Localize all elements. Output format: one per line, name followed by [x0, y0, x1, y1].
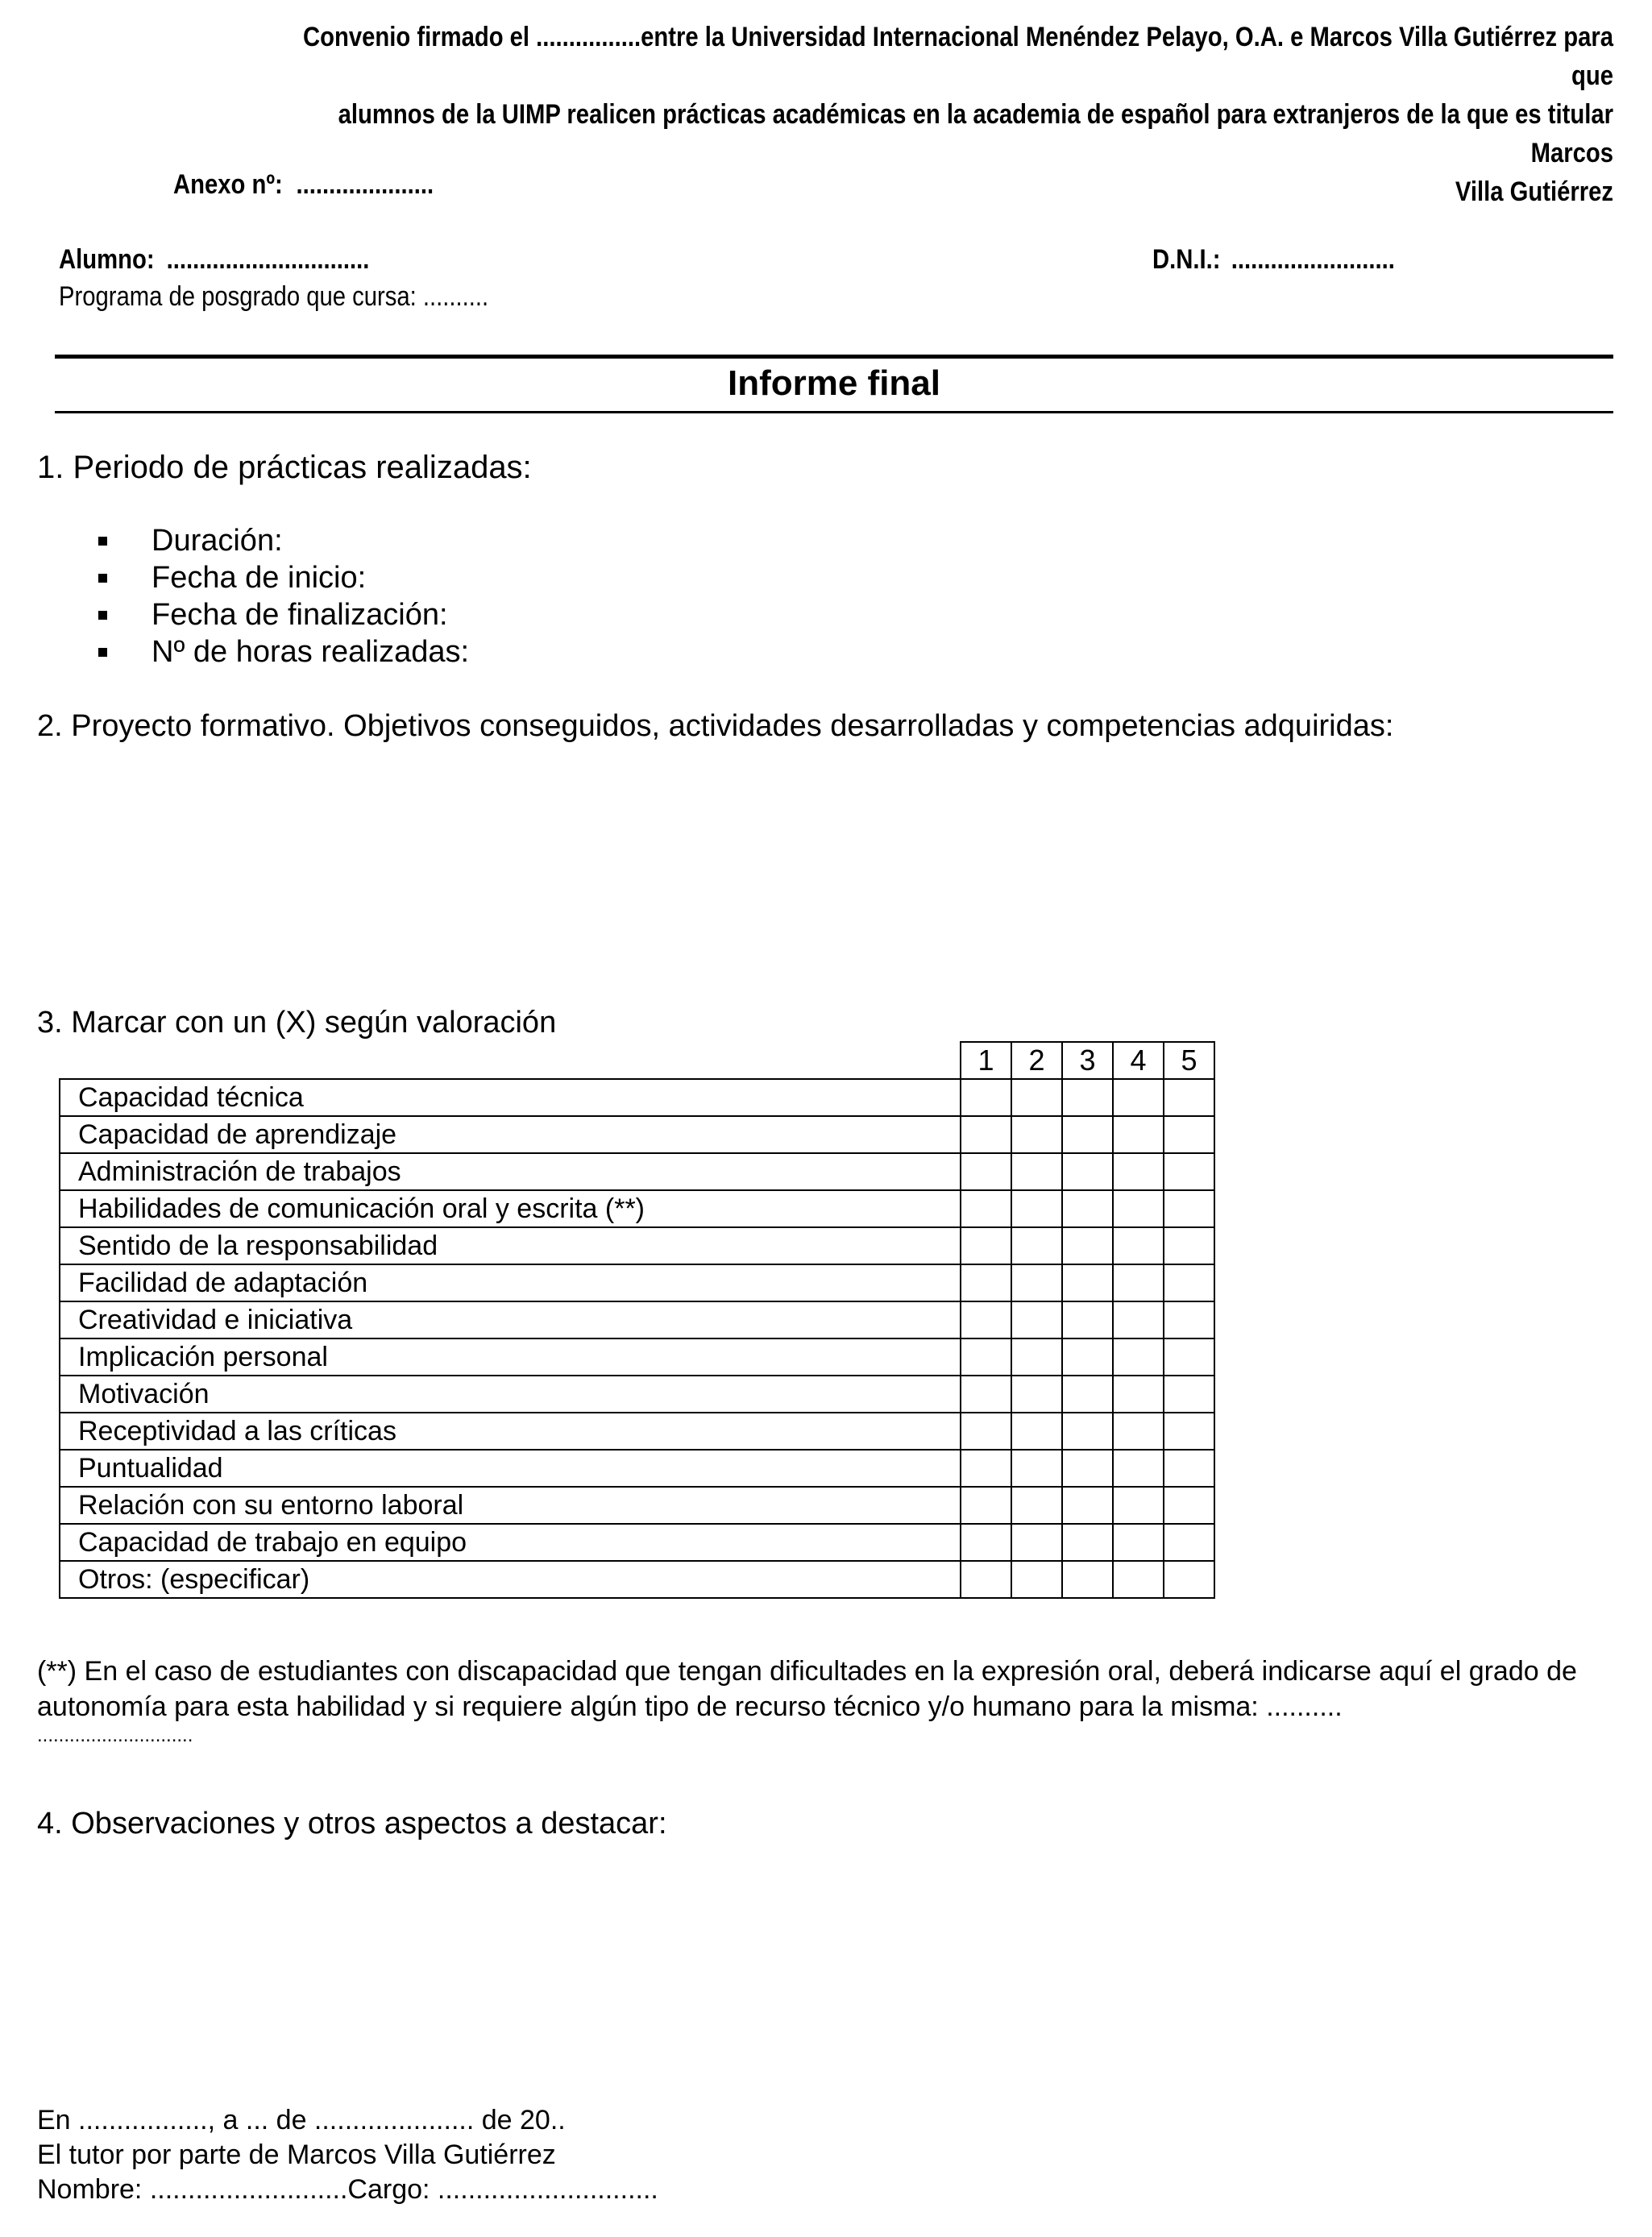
item-label: Fecha de finalización: [152, 598, 448, 632]
criterion-label: Implicación personal [60, 1338, 961, 1376]
list-item [97, 633, 469, 670]
rating-cell-1[interactable] [961, 1561, 1011, 1598]
criterion-label: Administración de trabajos [60, 1153, 961, 1190]
rating-cell-3[interactable] [1062, 1079, 1113, 1116]
dni-label: D.N.I.: [1152, 244, 1221, 275]
table-row [60, 1524, 1214, 1561]
section-4-heading: 4. Observaciones y otros aspectos a destacar: [37, 1807, 667, 1841]
title-bottom-rule [55, 411, 1613, 413]
item-label: Fecha de inicio: [152, 561, 367, 595]
bullet-icon [98, 611, 107, 620]
place-date-line: En ................., a ... de ..................... de 20.. [37, 2105, 566, 2135]
annex-field [173, 169, 434, 201]
criterion-label: Motivación [60, 1376, 961, 1413]
rating-cell-4[interactable] [1113, 1190, 1164, 1227]
annex-label: Anexo nº: [173, 169, 283, 200]
name-cargo-line: Nombre: ..........................Cargo: ............................. [37, 2174, 658, 2205]
scale-1: 1 [961, 1042, 1011, 1079]
title-top-rule [55, 355, 1613, 359]
criterion-label: Capacidad de aprendizaje [60, 1116, 961, 1153]
rating-cell-2[interactable] [1011, 1413, 1062, 1450]
bullet-icon [98, 537, 107, 546]
rating-cell-5[interactable] [1164, 1338, 1214, 1376]
table-row [60, 1413, 1214, 1450]
rating-cell-5[interactable] [1164, 1079, 1214, 1116]
rating-cell-1[interactable] [961, 1338, 1011, 1376]
rating-cell-4[interactable] [1113, 1227, 1164, 1264]
rating-cell-3[interactable] [1062, 1264, 1113, 1301]
list-item [97, 596, 469, 633]
table-row [60, 1561, 1214, 1598]
rating-cell-5[interactable] [1164, 1190, 1214, 1227]
rating-cell-4[interactable] [1113, 1450, 1164, 1487]
section-2-heading: 2. Proyecto formativo. Objetivos conseguidos, actividades desarrolladas y competencias adquiridas: [37, 709, 1394, 743]
table-row [60, 1376, 1214, 1413]
rating-cell-5[interactable] [1164, 1376, 1214, 1413]
section-1-heading: 1. Periodo de prácticas realizadas: [37, 450, 532, 485]
rating-cell-2[interactable] [1011, 1227, 1062, 1264]
scale-3: 3 [1062, 1042, 1113, 1079]
rating-cell-5[interactable] [1164, 1487, 1214, 1524]
rating-cell-1[interactable] [961, 1116, 1011, 1153]
rating-cell-1[interactable] [961, 1079, 1011, 1116]
rating-cell-2[interactable] [1011, 1561, 1062, 1598]
rating-cell-2[interactable] [1011, 1450, 1062, 1487]
rating-cell-5[interactable] [1164, 1264, 1214, 1301]
rating-cell-3[interactable] [1062, 1561, 1113, 1598]
table-row [60, 1264, 1214, 1301]
rating-cell-2[interactable] [1011, 1190, 1062, 1227]
table-row [60, 1338, 1214, 1376]
rating-cell-5[interactable] [1164, 1301, 1214, 1338]
student-field [59, 244, 369, 276]
rating-cell-3[interactable] [1062, 1487, 1113, 1524]
rating-cell-4[interactable] [1113, 1338, 1164, 1376]
list-item [97, 522, 469, 559]
scale-header-row [60, 1042, 1214, 1079]
criterion-label: Facilidad de adaptación [60, 1264, 961, 1301]
rating-cell-3[interactable] [1062, 1153, 1113, 1190]
rating-cell-5[interactable] [1164, 1413, 1214, 1450]
rating-cell-5[interactable] [1164, 1116, 1214, 1153]
criterion-label: Capacidad de trabajo en equipo [60, 1524, 961, 1561]
footnote-text: (**) En el caso de estudiantes con discapacidad que tengan dificultades en la expresión oral, deberá indicarse aquí el grado de autonomía para esta habilidad y si requiere algún tipo de recurso técnico y/o humano para la misma: .......... [37, 1656, 1577, 1722]
table-row [60, 1153, 1214, 1190]
rating-cell-4[interactable] [1113, 1264, 1164, 1301]
tutor-line: El tutor por parte de Marcos Villa Gutiérrez [37, 2139, 556, 2170]
dni-field [1152, 244, 1395, 276]
program-field: Programa de posgrado que cursa: .......... [59, 281, 489, 312]
rating-cell-4[interactable] [1113, 1376, 1164, 1413]
list-item [97, 559, 469, 596]
rating-cell-2[interactable] [1011, 1264, 1062, 1301]
rating-cell-2[interactable] [1011, 1487, 1062, 1524]
rating-cell-1[interactable] [961, 1227, 1011, 1264]
rating-cell-3[interactable] [1062, 1116, 1113, 1153]
criterion-label: Habilidades de comunicación oral y escrita (**) [60, 1190, 961, 1227]
table-row [60, 1227, 1214, 1264]
criterion-label: Sentido de la responsabilidad [60, 1227, 961, 1264]
criterion-label: Capacidad técnica [60, 1079, 961, 1116]
rating-cell-2[interactable] [1011, 1079, 1062, 1116]
report-title: Informe final [727, 363, 941, 403]
rating-cell-1[interactable] [961, 1264, 1011, 1301]
item-label: Duración: [152, 524, 283, 558]
rating-cell-3[interactable] [1062, 1524, 1113, 1561]
rating-cell-4[interactable] [1113, 1301, 1164, 1338]
rating-cell-3[interactable] [1062, 1376, 1113, 1413]
rating-cell-2[interactable] [1011, 1524, 1062, 1561]
rating-cell-3[interactable] [1062, 1227, 1113, 1264]
criterion-label: Relación con su entorno laboral [60, 1487, 961, 1524]
rating-cell-4[interactable] [1113, 1487, 1164, 1524]
rating-cell-3[interactable] [1062, 1301, 1113, 1338]
table-row [60, 1487, 1214, 1524]
dni-dots: ......................... [1231, 244, 1395, 275]
table-row [60, 1301, 1214, 1338]
period-list [97, 522, 469, 670]
footnote [37, 1654, 1617, 1747]
rating-table [59, 1041, 1215, 1599]
table-row [60, 1116, 1214, 1153]
rating-cell-1[interactable] [961, 1450, 1011, 1487]
rating-cell-4[interactable] [1113, 1116, 1164, 1153]
rating-cell-5[interactable] [1164, 1524, 1214, 1561]
student-dots: ............................... [166, 244, 370, 275]
rating-cell-5[interactable] [1164, 1227, 1214, 1264]
rating-cell-5[interactable] [1164, 1450, 1214, 1487]
rating-cell-3[interactable] [1062, 1190, 1113, 1227]
bullet-icon [98, 648, 107, 657]
footnote-dots: ............................. [37, 1724, 193, 1746]
criterion-label: Puntualidad [60, 1450, 961, 1487]
table-row [60, 1079, 1214, 1116]
table-row [60, 1190, 1214, 1227]
rating-cell-1[interactable] [961, 1487, 1011, 1524]
rating-cell-5[interactable] [1164, 1153, 1214, 1190]
rating-cell-2[interactable] [1011, 1301, 1062, 1338]
agreement-header [268, 18, 1613, 211]
rating-cell-1[interactable] [961, 1190, 1011, 1227]
rating-cell-4[interactable] [1113, 1561, 1164, 1598]
header-line-2: alumnos de la UIMP realicen prácticas académicas en la academia de español para extranjeros de la que es titular Marcos [338, 99, 1613, 168]
rating-cell-3[interactable] [1062, 1338, 1113, 1376]
rating-cell-1[interactable] [961, 1376, 1011, 1413]
rating-cell-4[interactable] [1113, 1079, 1164, 1116]
rating-cell-1[interactable] [961, 1413, 1011, 1450]
rating-cell-1[interactable] [961, 1153, 1011, 1190]
table-row [60, 1450, 1214, 1487]
rating-cell-1[interactable] [961, 1301, 1011, 1338]
header-line-1: Convenio firmado el ................entre la Universidad Internacional Menéndez Pelayo, O.A. e Marcos Villa Gutiérrez para que [302, 22, 1613, 91]
rating-cell-2[interactable] [1011, 1153, 1062, 1190]
rating-body [60, 1079, 1214, 1598]
rating-cell-2[interactable] [1011, 1116, 1062, 1153]
header-line-3: Villa Gutiérrez [1455, 176, 1613, 207]
criterion-label: Otros: (especificar) [60, 1561, 961, 1598]
rating-cell-3[interactable] [1062, 1413, 1113, 1450]
annex-dots: ..................... [296, 169, 434, 200]
item-label: Nº de horas realizadas: [152, 635, 470, 669]
criterion-label: Creatividad e iniciativa [60, 1301, 961, 1338]
rating-cell-1[interactable] [961, 1524, 1011, 1561]
scale-5: 5 [1164, 1042, 1214, 1079]
rating-cell-3[interactable] [1062, 1450, 1113, 1487]
scale-2: 2 [1011, 1042, 1062, 1079]
student-label: Alumno: [59, 244, 155, 275]
criterion-label: Receptividad a las críticas [60, 1413, 961, 1450]
rating-cell-2[interactable] [1011, 1338, 1062, 1376]
header-spacer [60, 1042, 961, 1079]
section-3-heading: 3. Marcar con un (X) según valoración [37, 1006, 557, 1040]
rating-cell-4[interactable] [1113, 1153, 1164, 1190]
scale-4: 4 [1113, 1042, 1164, 1079]
rating-cell-5[interactable] [1164, 1561, 1214, 1598]
bullet-icon [98, 574, 107, 583]
rating-cell-4[interactable] [1113, 1413, 1164, 1450]
rating-cell-2[interactable] [1011, 1376, 1062, 1413]
rating-cell-4[interactable] [1113, 1524, 1164, 1561]
